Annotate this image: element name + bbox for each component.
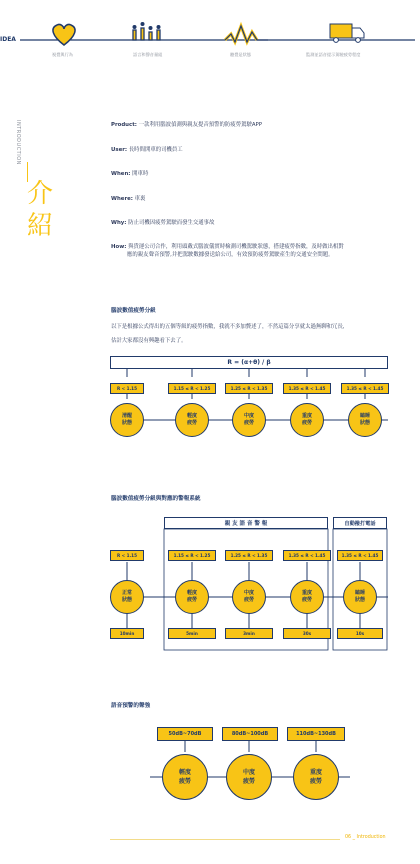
step-label-1: 視覺與行為 (52, 52, 73, 57)
step-label-2: 語言和聲音量組 (133, 52, 163, 57)
s2-interval-3: 3min (225, 628, 273, 639)
s3-level-1: 50dB~70dB (157, 727, 213, 741)
s2-state-4: 重度 疲勞 (290, 580, 324, 614)
s2-interval-2: 5min (168, 628, 216, 639)
s2-interval-4: 30s (283, 628, 331, 639)
s3-level-3: 110dB~130dB (287, 727, 345, 741)
s2-state-5: 瞌睡 狀態 (343, 580, 377, 614)
s2-state-1: 正常 狀態 (110, 580, 144, 614)
idea-label: IDEA (0, 36, 16, 43)
section1-title: 腦波數值疲勞分級 (111, 308, 156, 314)
s2-interval-1: 10min (110, 628, 144, 639)
intro-row-when: When: 開車時 (111, 171, 149, 177)
intro-row-how-cont: 應的親友聲音預警,并把駕駛數據發送給公司，有效預防疲勞駕駛產生的交通安全問題。 (127, 252, 334, 258)
s1-range-5: 1.35 ≤ R < 1.45 (341, 383, 389, 394)
step-label-4: 監測並語音提示駕駛疲勞程度 (306, 52, 361, 57)
s1-state-1: 清醒 狀態 (110, 403, 144, 437)
s1-range-3: 1.25 ≤ R < 1.35 (225, 383, 273, 394)
s2-state-3: 中度 疲勞 (232, 580, 266, 614)
intro-row-how: How: 與貨運公司合作，利用頭戴式腦波儀實時檢測司機駕駛狀態，搭建疲勞指數，及時做出相對 (111, 244, 344, 250)
s2-range-1: R < 1.15 (110, 550, 144, 561)
intro-big-title: 介紹 (27, 179, 54, 241)
formula-box: R = (α+θ) / β (110, 356, 388, 369)
s1-range-2: 1.15 ≤ R < 1.25 (168, 383, 216, 394)
s3-level-2: 80dB~100dB (222, 727, 278, 741)
group-auto-call: 自動撥打電話 (333, 517, 387, 529)
s1-state-5: 瞌睡 狀態 (348, 403, 382, 437)
s2-range-4: 1.35 ≤ R < 1.45 (283, 550, 331, 561)
s1-range-1: R < 1.15 (110, 383, 144, 394)
intro-row-where: Where: 車裏 (111, 196, 146, 202)
s2-state-2: 輕度 疲勞 (175, 580, 209, 614)
s2-range-3: 1.25 ≤ R < 1.35 (225, 550, 273, 561)
intro-side-label: INTRODUCTION (15, 120, 21, 165)
s2-interval-5: 10s (337, 628, 383, 639)
s1-state-3: 中度 疲勞 (232, 403, 266, 437)
footer-rule (110, 839, 340, 840)
s2-range-5: 1.35 ≤ R < 1.45 (337, 550, 383, 561)
s3-state-1: 輕度 疲勞 (162, 754, 208, 800)
section2-title: 腦波數值疲勞分級與對應的警報系統 (111, 496, 201, 502)
section1-desc-1: 以下是根據公式得出的五個等級的疲勞指數，我就不多加贅述了，不然這篇分享就太過無聊和冗長, (111, 324, 345, 330)
step-label-3: 聽覺是狀態 (230, 52, 251, 57)
section1-desc-2: 估計大家都沒有興趣看下去了。 (111, 338, 187, 344)
intro-row-user: User: 長時間開車的司機員工 (111, 147, 183, 153)
s1-range-4: 1.35 ≤ R < 1.45 (283, 383, 331, 394)
intro-row-product: Product: 一款利用腦波偵測與親友提音預警的防疲勞駕駛APP (111, 122, 263, 128)
s1-state-4: 重度 疲勞 (290, 403, 324, 437)
s3-state-2: 中度 疲勞 (226, 754, 272, 800)
s1-state-2: 輕度 疲勞 (175, 403, 209, 437)
footer-page-number: 06 _ Introduction (345, 835, 386, 840)
intro-row-why: Why: 防止司機因疲勞駕駛而發生交通事故 (111, 220, 215, 226)
group-friend-voice-alert: 親 友 語 音 警 報 (164, 517, 328, 529)
s2-range-2: 1.15 ≤ R < 1.25 (168, 550, 216, 561)
section3-title: 語音預警的聲強 (111, 703, 151, 709)
s3-state-3: 重度 疲勞 (293, 754, 339, 800)
